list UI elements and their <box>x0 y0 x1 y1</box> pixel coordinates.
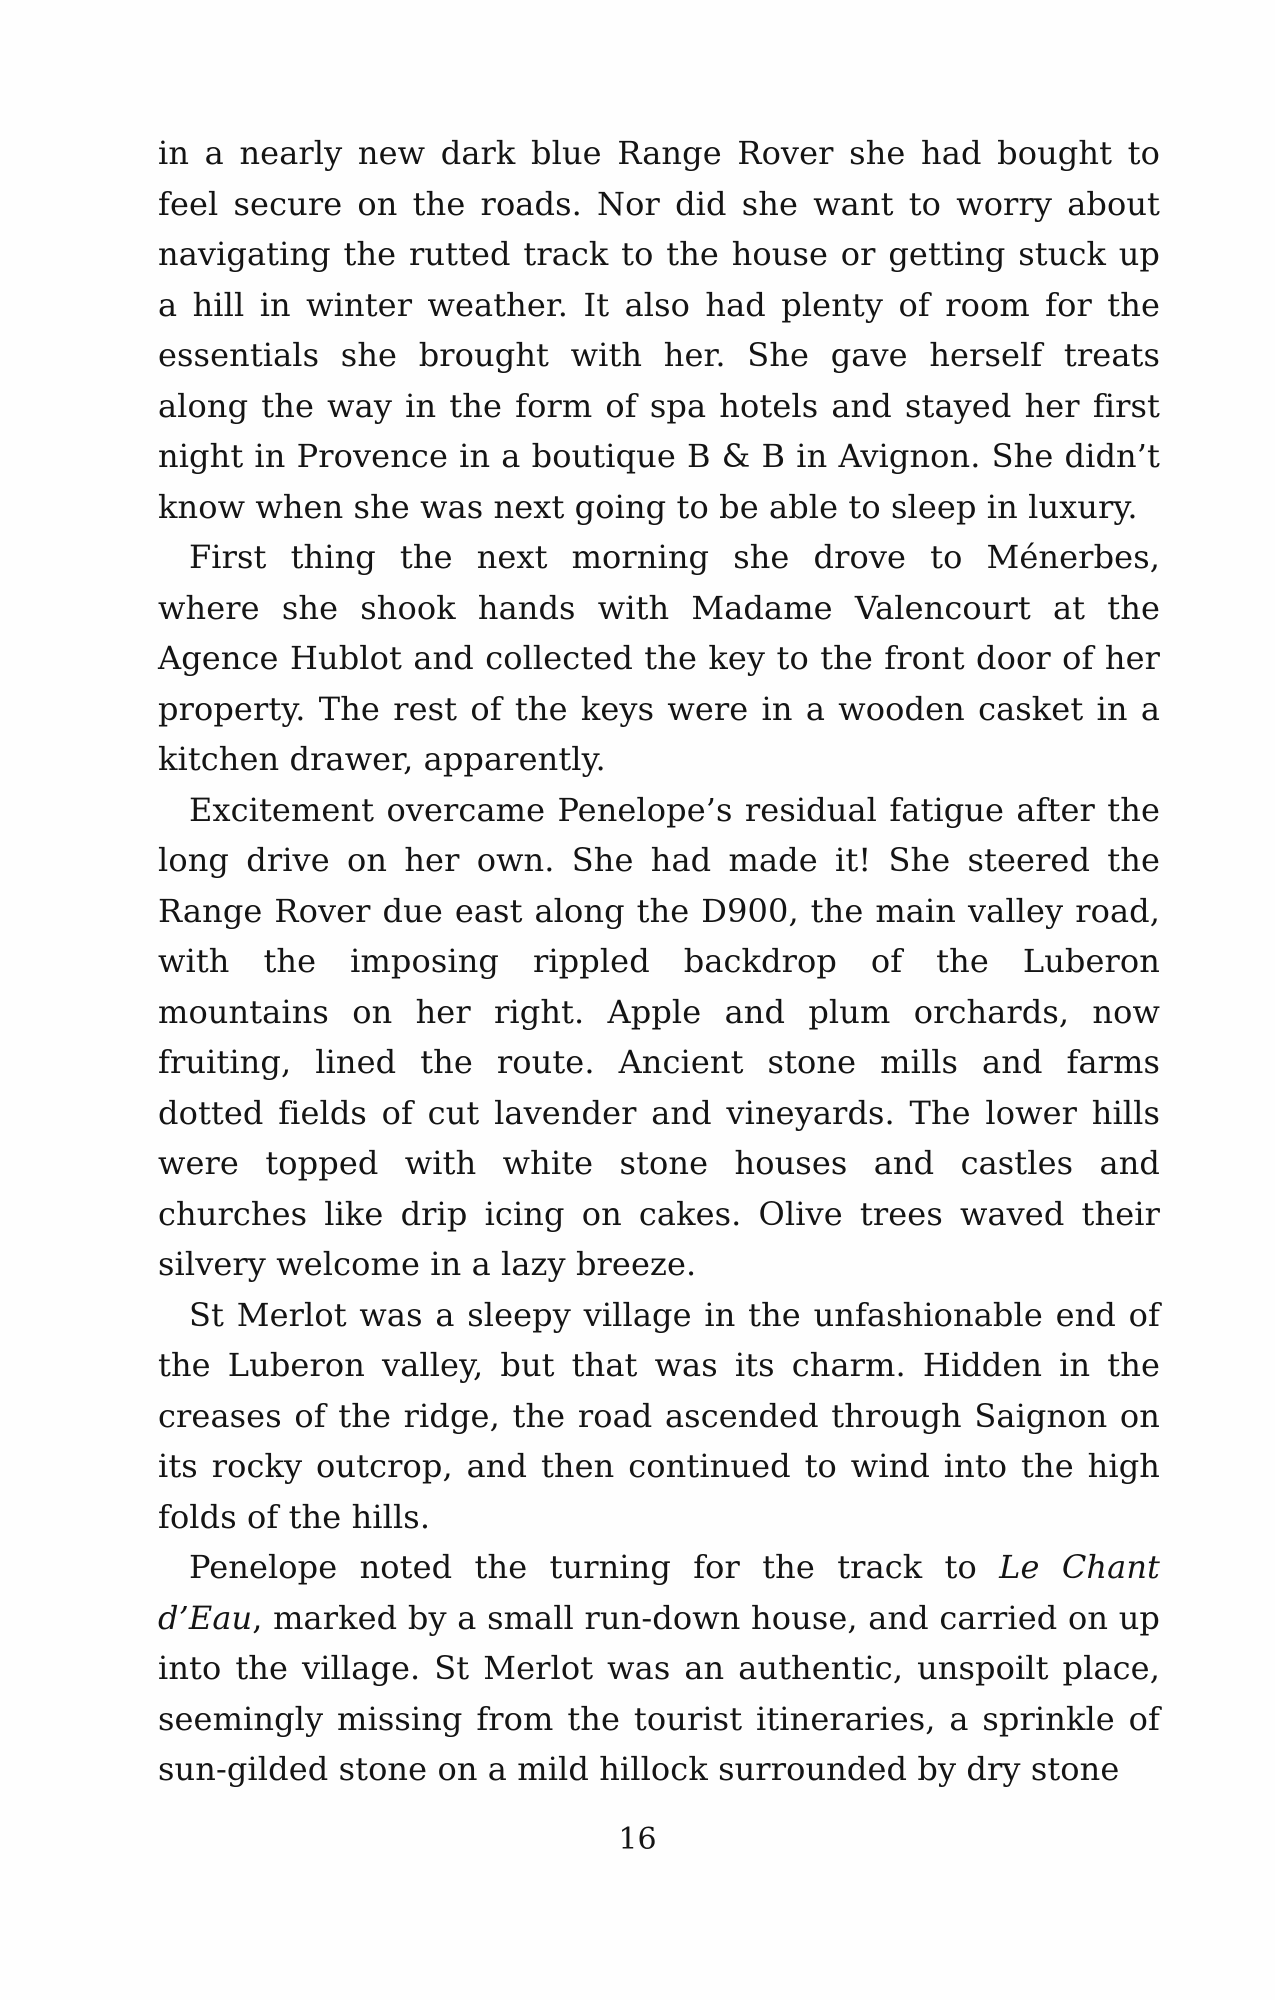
paragraph: First thing the next morning she drove to Ménerbes, where she shook hands with Madame Valencourt at the Agence Hublot and collected the key to the front door of her property. The rest of the keys were in a wooden casket in a kitchen drawer, apparently. <box>158 538 1160 778</box>
paragraph: St Merlot was a sleepy village in the unfashionable end of the Luberon valley, but that was its charm. Hidden in the creases of the ridge, the road ascended through Saignon on its rocky outcrop, and then continued to wind into the high folds of the hills. <box>158 1295 1160 1536</box>
text-run: Penelope noted the turning for the track to <box>189 1548 1000 1586</box>
paragraph: Excitement overcame Penelope’s residual fatigue after the long drive on her own. She had made it! She steered the Range Rover due east along the D900, the main valley road, with the imposing rippled backdrop of the Luberon mountains on her right. Apple and plum orchards, now fruiting, lined the route. Ancient stone mills and farms dotted fields of cut lavender and vineyards. The lower hills were topped with white stone houses and castles and churches like drip icing on cakes. Olive trees waved their silvery welcome in a lazy breeze. <box>158 790 1160 1283</box>
paragraph <box>158 1542 1160 1795</box>
text-run: , marked by a small run-down house, and carried on up into the village. St Merlot was an authentic, unspoilt place, seemingly missing from the tourist itineraries, a sprinkle of sun-gilded stone on a mild hillock surrounded by dry stone <box>158 1598 1160 1788</box>
house-name-italic: Le Chant d’Eau <box>158 1548 1160 1637</box>
paragraph: in a nearly new dark blue Range Rover she had bought to feel secure on the roads. Nor did she want to worry about navigating the rutted track to the house or getting stuck up a hill in winter weather. It also had plenty of room for the essentials she brought with her. She gave herself treats along the way in the form of spa hotels and stayed her first night in Provence in a boutique B & B in Avignon. She didn’t know when she was next going to be able to sleep in luxury. <box>158 134 1160 526</box>
body-text <box>158 128 1160 1795</box>
page-number: 16 <box>618 1822 657 1857</box>
